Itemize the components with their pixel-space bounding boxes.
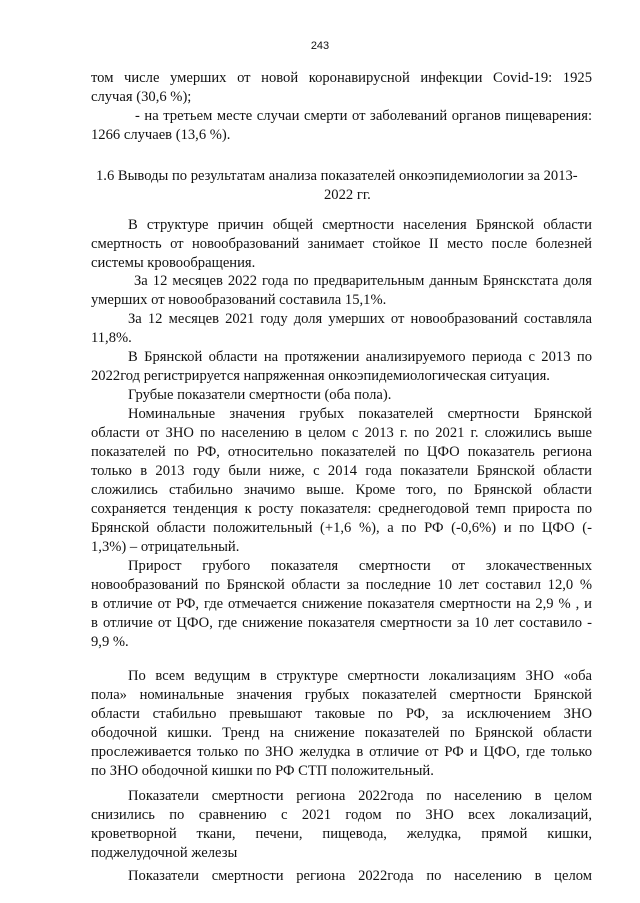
text-line: системы кровообращения. <box>91 255 256 271</box>
text-line: Брянской области положительный (+1,6 %), а по РФ (-0,6%) и по ЦФО (- <box>91 520 592 536</box>
text-line: 2022год регистрируется напряженная онкоэпидемиологическая ситуация. <box>91 368 550 384</box>
text-line: новообразований по Брянской области за последние 10 лет составил 12,0 % <box>91 577 592 593</box>
text-line: области стабильно превышают таковые по РФ, за исключением ЗНО <box>91 706 592 722</box>
section-heading: 1.6 Выводы по результатам анализа показателей онкоэпидемиологии за 2013- <box>96 168 578 184</box>
text-line: области от ЗНО по населению в целом с 2013 г. по 2021 г. сложились выше <box>91 425 592 441</box>
text-line: случая (30,6 %); <box>91 89 192 105</box>
text-line: 1,3%) – отрицательный. <box>91 539 240 555</box>
text-line: За 12 месяцев 2022 года по предварительным данным Брянскстата доля <box>134 273 592 289</box>
text-line: показателей по РФ, относительно показателей по ЦФО показатель региона <box>91 444 592 460</box>
text-line: Грубые показатели смертности (оба пола). <box>128 387 392 403</box>
text-line: в отличие от ЦФО, где снижение показателя смертности за 10 лет составило - <box>91 615 592 631</box>
page-number: 243 <box>310 40 330 52</box>
text-line: 11,8%. <box>91 330 132 346</box>
text-line: 9,9 %. <box>91 634 129 650</box>
text-line: За 12 месяцев 2021 году доля умерших от новообразований составляла <box>128 311 592 327</box>
text-line: только в 2013 году были ниже, с 2014 года показатели Брянской области <box>91 463 592 479</box>
text-line: 1266 случаев (13,6 %). <box>91 127 231 143</box>
text-line: кроветворной ткани, печени, пищевода, желудка, прямой кишки, <box>91 826 592 842</box>
text-line: смертность от новообразований занимает стойкое II место после болезней <box>91 236 592 252</box>
text-line: по ЗНО ободочной кишки по РФ СТП положительный. <box>91 763 434 779</box>
text-line: в отличие от РФ, где отмечается снижение показателя смертности на 2,9 % , и <box>91 596 592 612</box>
text-line: - на третьем месте случаи смерти от заболеваний органов пищеварения: <box>135 108 592 124</box>
text-line: умерших от новообразований составила 15,1%. <box>91 292 387 308</box>
text-line: прослеживается только по ЗНО желудка в отличие от РФ и ЦФО, где только <box>91 744 592 760</box>
text-line: Номинальные значения грубых показателей смертности Брянской <box>128 406 592 422</box>
text-line: Показатели смертности региона 2022года по населению в целом <box>128 788 592 804</box>
text-line: ободочной кишки. Тренд на снижение показателей по Брянской области <box>91 725 592 741</box>
text-line: снизились по сравнению с 2021 годом по ЗНО всех локализаций, <box>91 807 592 823</box>
text-line: Показатели смертности региона 2022года по населению в целом <box>128 868 592 884</box>
text-line: том числе умерших от новой коронавирусной инфекции Covid-19: 1925 <box>91 70 592 86</box>
text-line: пола» номинальные значения грубых показателей смертности Брянской <box>91 687 592 703</box>
text-line: Прирост грубого показателя смертности от злокачественных <box>128 558 592 574</box>
text-line: В Брянской области на протяжении анализируемого периода с 2013 по <box>128 349 592 365</box>
section-heading: 2022 гг. <box>324 187 371 203</box>
text-line: В структуре причин общей смертности населения Брянской области <box>128 217 592 233</box>
text-line: сложились стабильно значимо выше. Кроме того, по Брянской области <box>91 482 592 498</box>
text-line: По всем ведущим в структуре смертности локализациям ЗНО «оба <box>128 668 592 684</box>
text-line: сохраняется тенденция к росту показателя: среднегодовой темп прироста по <box>91 501 592 517</box>
text-line: поджелудочной железы <box>91 845 238 861</box>
